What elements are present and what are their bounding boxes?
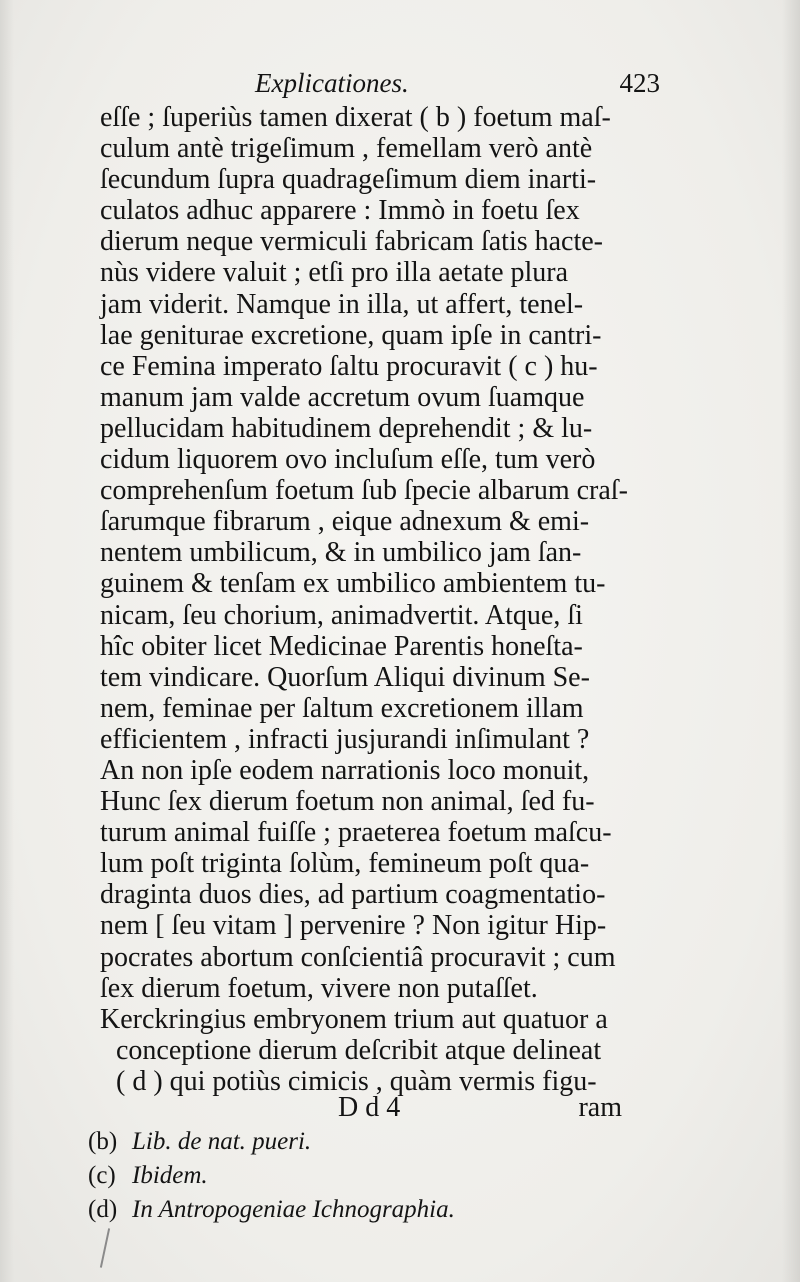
- text-line: Hunc ſex dierum foetum non animal, ſed fu-: [100, 786, 595, 818]
- text-line: nem [ ſeu vitam ] pervenire ? Non igitur Hip-: [100, 910, 607, 942]
- text-line: lae geniturae excretione, quam ipſe in cantri-: [100, 319, 602, 351]
- footnote-text: Lib. de nat. pueri.: [132, 1128, 312, 1155]
- text-line: jam viderit. Namque in illa, ut affert, tenel-: [100, 288, 584, 320]
- text-line: ce Femina imperato ſaltu procuravit ( c ) hu-: [100, 350, 598, 382]
- pencil-mark: [100, 1228, 110, 1268]
- text-line: ( d ) qui potiùs cimicis , quàm vermis figu-: [116, 1065, 597, 1097]
- footnote-mark: (b): [88, 1128, 118, 1155]
- text-line: manum jam valde accretum ovum ſuamque: [100, 381, 585, 413]
- text-line: draginta duos dies, ad partium coagmentatio-: [100, 879, 606, 911]
- text-line: eſſe ; ſuperiùs tamen dixerat ( b ) foetum maſ-: [100, 102, 611, 133]
- text-line: efficientem , infracti jusjurandi inſimulant ?: [100, 723, 590, 755]
- text-line: tem vindicare. Quorſum Aliqui divinum Se-: [100, 661, 590, 693]
- page-number: 423: [619, 68, 660, 98]
- text-line: Kerckringius embryonem trium aut quatuor a: [100, 1003, 608, 1035]
- footnote: [88, 1159, 688, 1193]
- running-head: Explicationes.: [255, 68, 409, 98]
- footnote: [88, 1193, 688, 1227]
- text-line: ſarumque fibrarum , eique adnexum & emi-: [100, 506, 590, 538]
- text-line: nentem umbilicum, & in umbilico jam ſan-: [100, 537, 582, 569]
- text-line: comprehenſum foetum ſub ſpecie albarum craſ-: [100, 475, 628, 507]
- text-line: guinem & tenſam ex umbilico ambientem tu-: [100, 568, 606, 600]
- footnote-text: Ibidem.: [132, 1162, 208, 1189]
- footnote-text: In Antropogeniae Ichnographia.: [132, 1196, 455, 1223]
- body-text: [100, 102, 660, 1097]
- text-line: nem, feminae per ſaltum excretionem illam: [100, 692, 584, 724]
- text-line: culatos adhuc apparere : Immò in foetu ſex: [100, 195, 580, 227]
- text-line: lum poſt triginta ſolùm, femineum poſt qua-: [100, 848, 590, 880]
- signature-row: [100, 1092, 660, 1126]
- text-line: ſex dierum foetum, vivere non putaſſet.: [100, 972, 538, 1004]
- text-line: dierum neque vermiculi fabricam ſatis hacte-: [100, 226, 604, 258]
- text-line: cidum liquorem ovo incluſum eſſe, tum verò: [100, 444, 596, 476]
- catchword: ram: [578, 1092, 622, 1123]
- text-line: pellucidam habitudinem deprehendit ; & lu-: [100, 412, 593, 444]
- text-line: turum animal fuiſſe ; praeterea foetum maſcu-: [100, 817, 612, 849]
- page-edge-shadow-right: [782, 0, 800, 1282]
- text-line: nicam, ſeu chorium, animadvertit. Atque, ſi: [100, 599, 583, 631]
- text-line: pocrates abortum conſcientiâ procuravit ; cum: [100, 941, 616, 973]
- text-line: An non ipſe eodem narrationis loco monuit,: [100, 754, 590, 786]
- text-line: nùs videre valuit ; etſi pro illa aetate plura: [100, 257, 569, 289]
- footnotes: [88, 1125, 688, 1227]
- text-line: conceptione dierum deſcribit atque delineat: [116, 1034, 602, 1066]
- text-line: ſecundum ſupra quadrageſimum diem inarti-: [100, 164, 597, 196]
- footnote: [88, 1125, 688, 1159]
- signature-mark: D d 4: [338, 1092, 401, 1123]
- footnote-mark: (c): [88, 1162, 116, 1189]
- footnote-mark: (d): [88, 1196, 118, 1223]
- text-line: hîc obiter licet Medicinae Parentis honeſta-: [100, 630, 583, 662]
- text-line: culum antè trigeſimum , femellam verò antè: [100, 133, 593, 165]
- page-edge-shadow-left: [0, 0, 14, 1282]
